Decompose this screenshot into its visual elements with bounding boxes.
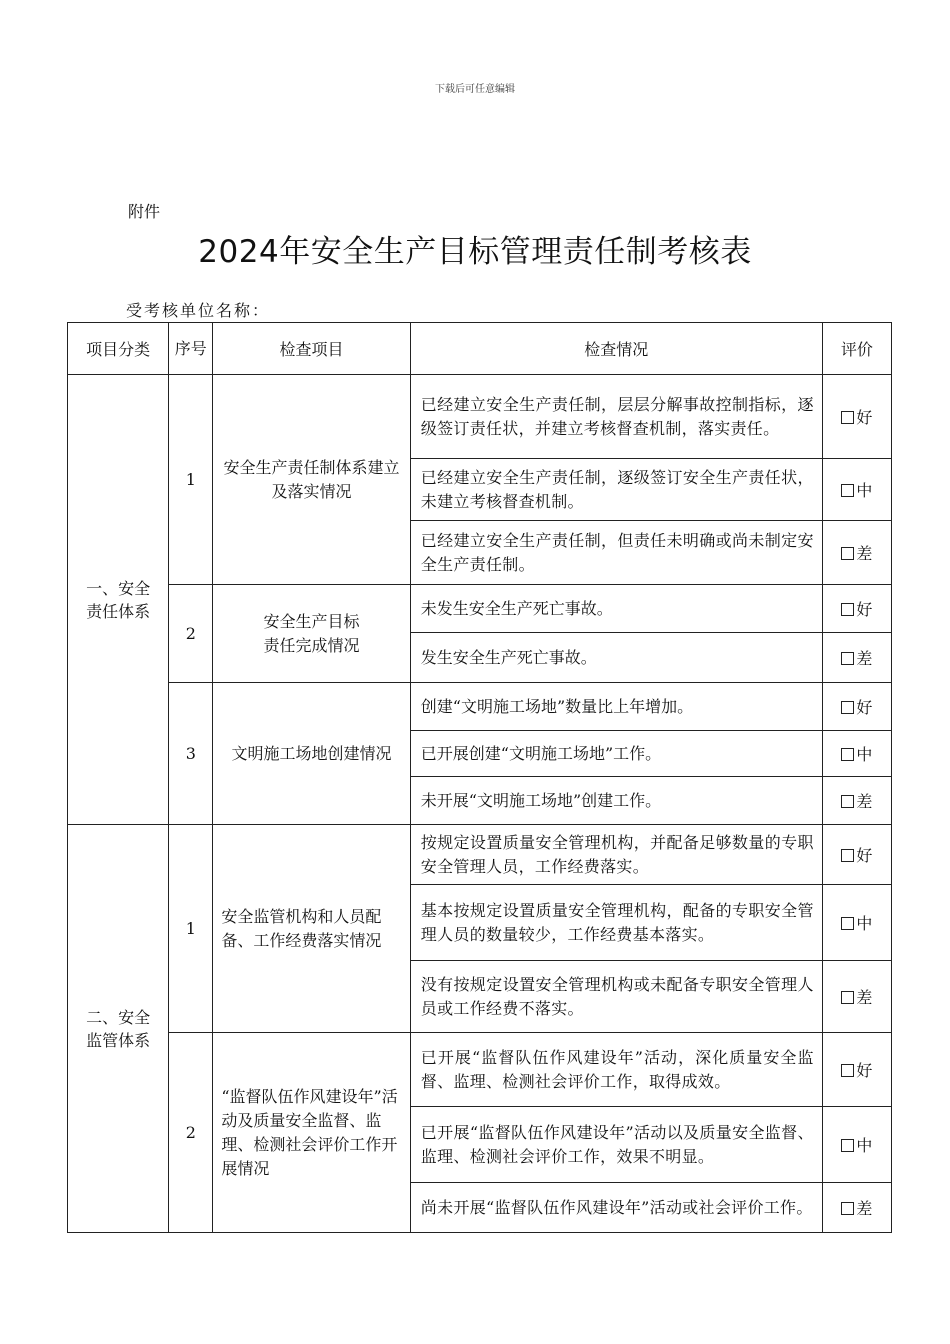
- check-item-name: “监督队伍作风建设年”活动及质量安全监督、监理、检测社会评价工作开展情况: [213, 1033, 410, 1233]
- rating-label: 中: [856, 914, 873, 933]
- category-label: 二、安全监管体系: [86, 1007, 151, 1050]
- rating-label: 差: [856, 792, 873, 811]
- evaluation-cell: [822, 1107, 891, 1183]
- evaluation-cell: [822, 633, 891, 683]
- header-category: 项目分类: [68, 323, 169, 375]
- check-situation: 已开展“监督队伍作风建设年”活动以及质量安全监督、监理、检测社会评价工作，效果不明显。: [410, 1107, 822, 1183]
- category-cell: [68, 825, 169, 1233]
- header-item: 检查项目: [213, 323, 410, 375]
- header-evaluation: 评价: [822, 323, 891, 375]
- rating-label: 差: [856, 544, 873, 563]
- rating-checkbox[interactable]: [841, 484, 854, 497]
- item-number: 1: [169, 825, 213, 1033]
- table-header-row: [68, 323, 892, 375]
- check-item-name: 安全生产责任制体系建立及落实情况: [213, 375, 410, 585]
- category-label: 一、安全责任体系: [86, 578, 151, 621]
- rating-label: 好: [856, 1061, 873, 1080]
- table-row: [68, 585, 892, 633]
- rating-checkbox[interactable]: [841, 1064, 854, 1077]
- evaluation-cell: [822, 885, 891, 961]
- check-situation: 基本按规定设置质量安全管理机构，配备的专职安全管理人员的数量较少，工作经费基本落实。: [410, 885, 822, 961]
- check-situation: 已开展“监督队伍作风建设年”活动，深化质量安全监督、监理、检测社会评价工作，取得成效。: [410, 1033, 822, 1107]
- rating-checkbox[interactable]: [841, 1139, 854, 1152]
- rating-checkbox[interactable]: [841, 547, 854, 560]
- table-row: [68, 1033, 892, 1107]
- rating-checkbox[interactable]: [841, 652, 854, 665]
- evaluation-cell: [822, 1183, 891, 1233]
- check-situation: 已开展创建“文明施工场地”工作。: [410, 731, 822, 777]
- evaluation-cell: [822, 777, 891, 825]
- rating-label: 好: [856, 408, 873, 427]
- table-body: [68, 375, 892, 1233]
- check-situation: 未发生安全生产死亡事故。: [410, 585, 822, 633]
- rating-label: 差: [856, 988, 873, 1007]
- item-number: 2: [169, 1033, 213, 1233]
- evaluation-cell: [822, 585, 891, 633]
- attachment-label: 附件: [128, 202, 161, 221]
- rating-checkbox[interactable]: [841, 411, 854, 424]
- rating-label: 差: [856, 1199, 873, 1218]
- check-situation: 已经建立安全生产责任制，逐级签订安全生产责任状，未建立考核督查机制。: [410, 459, 822, 521]
- rating-checkbox[interactable]: [841, 991, 854, 1004]
- assessment-table: [67, 322, 892, 1233]
- rating-label: 中: [856, 1136, 873, 1155]
- check-item-name: 安全监管机构和人员配备、工作经费落实情况: [213, 825, 410, 1033]
- evaluation-cell: [822, 521, 891, 585]
- evaluation-cell: [822, 683, 891, 731]
- evaluation-cell: [822, 1033, 891, 1107]
- evaluation-cell: [822, 459, 891, 521]
- evaluation-cell: [822, 731, 891, 777]
- check-situation: 发生安全生产死亡事故。: [410, 633, 822, 683]
- evaluation-cell: [822, 375, 891, 459]
- check-situation: 未开展“文明施工场地”创建工作。: [410, 777, 822, 825]
- evaluation-cell: [822, 825, 891, 885]
- check-situation: 没有按规定设置安全管理机构或未配备专职安全管理人员或工作经费不落实。: [410, 961, 822, 1033]
- check-situation: 已经建立安全生产责任制，但责任未明确或尚未制定安全生产责任制。: [410, 521, 822, 585]
- check-situation: 已经建立安全生产责任制，层层分解事故控制指标，逐级签订责任状，并建立考核督查机制，落实责任。: [410, 375, 822, 459]
- rating-checkbox[interactable]: [841, 603, 854, 616]
- rating-checkbox[interactable]: [841, 1202, 854, 1215]
- check-situation: 按规定设置质量安全管理机构，并配备足够数量的专职安全管理人员，工作经费落实。: [410, 825, 822, 885]
- rating-checkbox[interactable]: [841, 701, 854, 714]
- assessed-unit-label: 受考核单位名称：: [126, 301, 271, 320]
- check-item-name: 文明施工场地创建情况: [213, 683, 410, 825]
- header-number: 序号: [169, 323, 213, 375]
- rating-checkbox[interactable]: [841, 849, 854, 862]
- table-row: [68, 375, 892, 459]
- header-note: 下载后可任意编辑: [435, 84, 515, 95]
- check-situation: 创建“文明施工场地”数量比上年增加。: [410, 683, 822, 731]
- item-number: 2: [169, 585, 213, 683]
- rating-checkbox[interactable]: [841, 748, 854, 761]
- item-number: 3: [169, 683, 213, 825]
- header-situation: 检查情况: [410, 323, 822, 375]
- document-title: 2024年安全生产目标管理责任制考核表: [198, 234, 752, 270]
- rating-checkbox[interactable]: [841, 917, 854, 930]
- rating-label: 好: [856, 698, 873, 717]
- table-row: [68, 683, 892, 731]
- table-row: [68, 825, 892, 885]
- rating-label: 中: [856, 481, 873, 500]
- rating-label: 中: [856, 745, 873, 764]
- rating-label: 好: [856, 600, 873, 619]
- item-number: 1: [169, 375, 213, 585]
- rating-label: 差: [856, 649, 873, 668]
- evaluation-cell: [822, 961, 891, 1033]
- category-cell: [68, 375, 169, 825]
- check-item-name: 安全生产目标 责任完成情况: [213, 585, 410, 683]
- rating-label: 好: [856, 846, 873, 865]
- rating-checkbox[interactable]: [841, 795, 854, 808]
- check-situation: 尚未开展“监督队伍作风建设年”活动或社会评价工作。: [410, 1183, 822, 1233]
